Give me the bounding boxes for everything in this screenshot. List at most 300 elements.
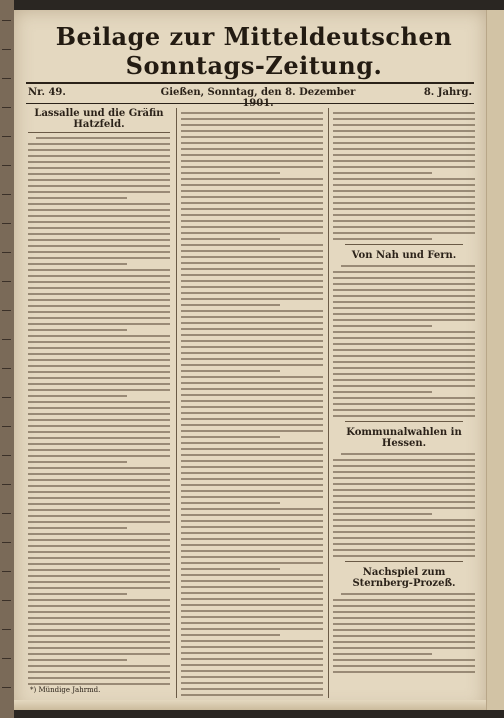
text-line (28, 233, 170, 235)
text-line (333, 605, 475, 607)
text-line (181, 124, 323, 126)
text-line (181, 688, 323, 690)
text-line (341, 265, 475, 267)
text-line (333, 459, 475, 461)
text-line (333, 178, 475, 180)
binding-tick (2, 571, 11, 572)
text-line (333, 623, 475, 625)
text-line (181, 406, 323, 408)
text-line (28, 365, 170, 367)
text-line (333, 611, 475, 613)
text-line (181, 478, 323, 480)
text-line (333, 313, 475, 315)
binding-tick (2, 426, 11, 427)
text-line (333, 659, 475, 661)
text-line (181, 610, 323, 612)
binding-tick (2, 20, 11, 21)
text-line (333, 283, 475, 285)
binding-tick (2, 455, 11, 456)
text-line (181, 214, 323, 216)
text-line (28, 323, 170, 325)
section-rule (345, 561, 463, 562)
text-line (28, 485, 170, 487)
binding-strip (0, 0, 14, 718)
text-line (181, 466, 323, 468)
text-line (333, 226, 475, 228)
text-line (333, 415, 475, 417)
text-line (28, 647, 170, 649)
text-line (181, 580, 323, 582)
text-line (333, 671, 475, 673)
text-line (333, 301, 475, 303)
binding-tick (2, 252, 11, 253)
text-line (333, 124, 475, 126)
text-line (28, 563, 170, 565)
text-line (181, 598, 323, 600)
text-line (181, 652, 323, 654)
text-line (333, 154, 475, 156)
text-line (333, 543, 475, 545)
text-line (181, 232, 323, 234)
issue-number: Nr. 49. (28, 87, 66, 98)
text-line (28, 425, 170, 427)
text-line (333, 172, 432, 174)
binding-tick (2, 339, 11, 340)
text-line (333, 238, 432, 240)
text-line (333, 489, 475, 491)
text-line (333, 343, 475, 345)
text-line (181, 550, 323, 552)
text-line (181, 424, 323, 426)
text-line (28, 635, 170, 637)
text-line (181, 622, 323, 624)
text-line (181, 454, 323, 456)
article-heading-lassalle: Lassalle und die Gräfin Hatzfeld. (28, 108, 170, 133)
text-line (333, 130, 475, 132)
text-line (181, 616, 323, 618)
text-line (181, 364, 323, 366)
text-line (333, 409, 475, 411)
text-line (181, 388, 323, 390)
text-line (181, 664, 323, 666)
text-line (28, 359, 170, 361)
text-line (333, 349, 475, 351)
text-line (181, 178, 323, 180)
text-line (28, 407, 170, 409)
text-line (28, 617, 170, 619)
text-line (28, 683, 170, 685)
text-line (181, 592, 323, 594)
text-line (181, 430, 323, 432)
text-line (28, 659, 127, 661)
text-line (181, 238, 280, 240)
text-line (181, 376, 323, 378)
text-line (333, 599, 475, 601)
text-line (181, 472, 323, 474)
text-line (28, 227, 170, 229)
text-line (333, 142, 475, 144)
text-line (333, 391, 432, 393)
text-line (181, 484, 323, 486)
text-line (181, 418, 323, 420)
text-line (28, 377, 170, 379)
text-line (333, 367, 475, 369)
text-line (28, 215, 170, 217)
binding-tick (2, 281, 11, 282)
article-column-1 (28, 108, 170, 698)
text-line (181, 184, 323, 186)
text-line (333, 519, 475, 521)
text-line (333, 555, 475, 557)
text-line (333, 477, 475, 479)
text-line (28, 557, 170, 559)
text-line (333, 513, 432, 515)
text-line (181, 676, 323, 678)
volume-year: 8. Jahrg. (423, 87, 472, 98)
text-line (333, 361, 475, 363)
text-line (333, 617, 475, 619)
text-line (181, 640, 323, 642)
text-line (181, 400, 323, 402)
text-line (181, 196, 323, 198)
text-line (181, 358, 323, 360)
text-line (181, 280, 323, 282)
text-line (181, 268, 323, 270)
text-line (28, 653, 170, 655)
text-line (333, 629, 475, 631)
text-line (181, 160, 323, 162)
text-line (181, 304, 280, 306)
text-line (28, 239, 170, 241)
text-line (28, 587, 170, 589)
text-line (181, 226, 323, 228)
text-line (28, 311, 170, 313)
text-line (333, 471, 475, 473)
text-line (333, 307, 475, 309)
text-line (333, 190, 475, 192)
text-line (181, 544, 323, 546)
text-line (28, 329, 127, 331)
text-line (181, 292, 323, 294)
text-line (28, 461, 127, 463)
text-line (181, 352, 323, 354)
text-line (333, 537, 475, 539)
text-line (333, 379, 475, 381)
text-line (28, 347, 170, 349)
text-line (28, 467, 170, 469)
text-line (28, 335, 170, 337)
text-line (333, 136, 475, 138)
binding-tick (2, 368, 11, 369)
binding-tick (2, 78, 11, 79)
text-line (28, 665, 170, 667)
text-line (181, 370, 280, 372)
text-line (28, 545, 170, 547)
text-line (181, 448, 323, 450)
text-line (28, 527, 127, 529)
text-line (181, 562, 323, 564)
text-line (333, 148, 475, 150)
article-column-2 (181, 108, 323, 698)
text-line (28, 203, 170, 205)
text-line (28, 521, 170, 523)
text-line (333, 373, 475, 375)
text-line (28, 641, 170, 643)
binding-tick (2, 658, 11, 659)
text-line (181, 604, 323, 606)
text-line (333, 319, 475, 321)
text-line (181, 154, 323, 156)
text-line (28, 353, 170, 355)
text-line (28, 677, 170, 679)
date-line (28, 87, 472, 101)
text-line (181, 574, 323, 576)
text-line (333, 184, 475, 186)
text-line (333, 220, 475, 222)
column-divider (176, 108, 177, 698)
text-line (181, 328, 323, 330)
text-line (28, 269, 170, 271)
text-line (28, 575, 170, 577)
text-line (181, 514, 323, 516)
text-line (28, 245, 170, 247)
text-line (181, 496, 323, 498)
text-line (28, 383, 170, 385)
text-line (333, 549, 475, 551)
text-line (28, 287, 170, 289)
text-line (28, 179, 170, 181)
text-line (28, 515, 170, 517)
text-line (341, 453, 475, 455)
newspaper-page (14, 10, 486, 710)
text-line (181, 298, 323, 300)
text-line (181, 442, 323, 444)
text-line (181, 694, 323, 696)
text-line (181, 394, 323, 396)
text-line (333, 160, 475, 162)
text-line (333, 331, 475, 333)
text-line (28, 293, 170, 295)
text-line (181, 532, 323, 534)
text-line (181, 172, 280, 174)
text-line (181, 148, 323, 150)
page-bottom-edge (14, 700, 486, 710)
text-line (181, 520, 323, 522)
text-line (333, 232, 475, 234)
text-line (333, 202, 475, 204)
text-line (181, 316, 323, 318)
binding-tick (2, 513, 11, 514)
text-line (333, 501, 475, 503)
text-line (181, 682, 323, 684)
text-line (28, 497, 170, 499)
text-line (181, 142, 323, 144)
text-line (28, 611, 170, 613)
text-line (181, 322, 323, 324)
text-line (28, 623, 170, 625)
text-line (28, 395, 127, 397)
text-line (333, 277, 475, 279)
text-line (333, 507, 475, 509)
text-line (333, 403, 475, 405)
text-line (181, 112, 323, 114)
text-line (28, 155, 170, 157)
text-line (333, 325, 432, 327)
text-line (181, 262, 323, 264)
text-line (181, 202, 323, 204)
text-line (333, 647, 475, 649)
text-line (28, 341, 170, 343)
binding-tick (2, 397, 11, 398)
text-line (333, 214, 475, 216)
text-line (28, 401, 170, 403)
text-line (28, 389, 170, 391)
text-line (181, 412, 323, 414)
text-line (181, 286, 323, 288)
text-line (181, 508, 323, 510)
text-line (28, 299, 170, 301)
text-line (28, 473, 170, 475)
text-line (28, 305, 170, 307)
text-line (28, 275, 170, 277)
text-line (181, 658, 323, 660)
text-line (28, 671, 170, 673)
text-line (333, 653, 432, 655)
text-line (28, 599, 170, 601)
text-line (181, 568, 280, 570)
page-edge (486, 10, 504, 710)
text-line (181, 490, 323, 492)
text-line (181, 634, 280, 636)
text-line (28, 551, 170, 553)
text-line (28, 167, 170, 169)
text-line (181, 502, 280, 504)
text-line (181, 340, 323, 342)
text-line (28, 419, 170, 421)
binding-tick (2, 49, 11, 50)
text-line (333, 355, 475, 357)
text-line (28, 161, 170, 163)
text-line (28, 605, 170, 607)
text-line (28, 455, 170, 457)
text-line (28, 491, 170, 493)
text-line (28, 503, 170, 505)
binding-tick (2, 136, 11, 137)
text-line (28, 629, 170, 631)
text-line (28, 431, 170, 433)
binding-tick (2, 223, 11, 224)
text-line (333, 397, 475, 399)
text-line (181, 118, 323, 120)
text-line (28, 281, 170, 283)
text-line (333, 289, 475, 291)
text-line (28, 443, 170, 445)
text-line (181, 628, 323, 630)
text-line (333, 483, 475, 485)
text-line (181, 670, 323, 672)
text-line (28, 251, 170, 253)
text-line (333, 166, 475, 168)
binding-tick (2, 484, 11, 485)
text-line (28, 209, 170, 211)
text-line (181, 538, 323, 540)
text-line (181, 256, 323, 258)
binding-tick (2, 629, 11, 630)
text-line (181, 136, 323, 138)
text-line (333, 118, 475, 120)
text-line (333, 525, 475, 527)
text-line (28, 533, 170, 535)
section-heading: Von Nah und Fern. (351, 250, 457, 261)
text-line (181, 166, 323, 168)
text-line (181, 334, 323, 336)
text-line (333, 208, 475, 210)
text-line (181, 190, 323, 192)
column-divider (328, 108, 329, 698)
text-line (28, 317, 170, 319)
article-column-3 (333, 108, 475, 698)
text-line (333, 295, 475, 297)
text-line (28, 371, 170, 373)
binding-tick (2, 194, 11, 195)
text-line (28, 479, 170, 481)
masthead-title: Beilage zur Mitteldeutschen Sonntags-Zeitung. (55, 22, 453, 80)
text-line (28, 221, 170, 223)
text-line (181, 208, 323, 210)
binding-tick (2, 542, 11, 543)
text-line (28, 257, 170, 259)
binding-tick (2, 600, 11, 601)
text-line (181, 436, 280, 438)
text-line (181, 586, 323, 588)
text-line (28, 185, 170, 187)
binding-tick (2, 687, 11, 688)
text-line (181, 460, 323, 462)
text-line (333, 271, 475, 273)
text-line (28, 569, 170, 571)
section-heading: Nachspiel zum Sternberg-Prozeß. (352, 567, 456, 589)
text-line (28, 449, 170, 451)
text-line (28, 191, 170, 193)
text-line (333, 635, 475, 637)
text-line (36, 137, 170, 139)
text-line (28, 539, 170, 541)
date-rule (26, 103, 474, 104)
text-line (333, 385, 475, 387)
section-heading: Kommunalwahlen in Hessen. (346, 427, 462, 449)
text-line (333, 641, 475, 643)
text-line (181, 346, 323, 348)
text-line (181, 244, 323, 246)
binding-tick (2, 165, 11, 166)
footnote: *) Mündige Jahrmd. (30, 686, 101, 694)
text-line (28, 509, 170, 511)
text-line (181, 310, 323, 312)
text-line (181, 526, 323, 528)
text-line (333, 196, 475, 198)
text-line (181, 250, 323, 252)
text-line (333, 465, 475, 467)
text-line (333, 665, 475, 667)
text-line (28, 581, 170, 583)
text-line (28, 437, 170, 439)
text-line (28, 263, 127, 265)
header-rule (26, 82, 474, 84)
text-line (181, 556, 323, 558)
binding-tick (2, 107, 11, 108)
text-line (28, 149, 170, 151)
text-line (333, 112, 475, 114)
